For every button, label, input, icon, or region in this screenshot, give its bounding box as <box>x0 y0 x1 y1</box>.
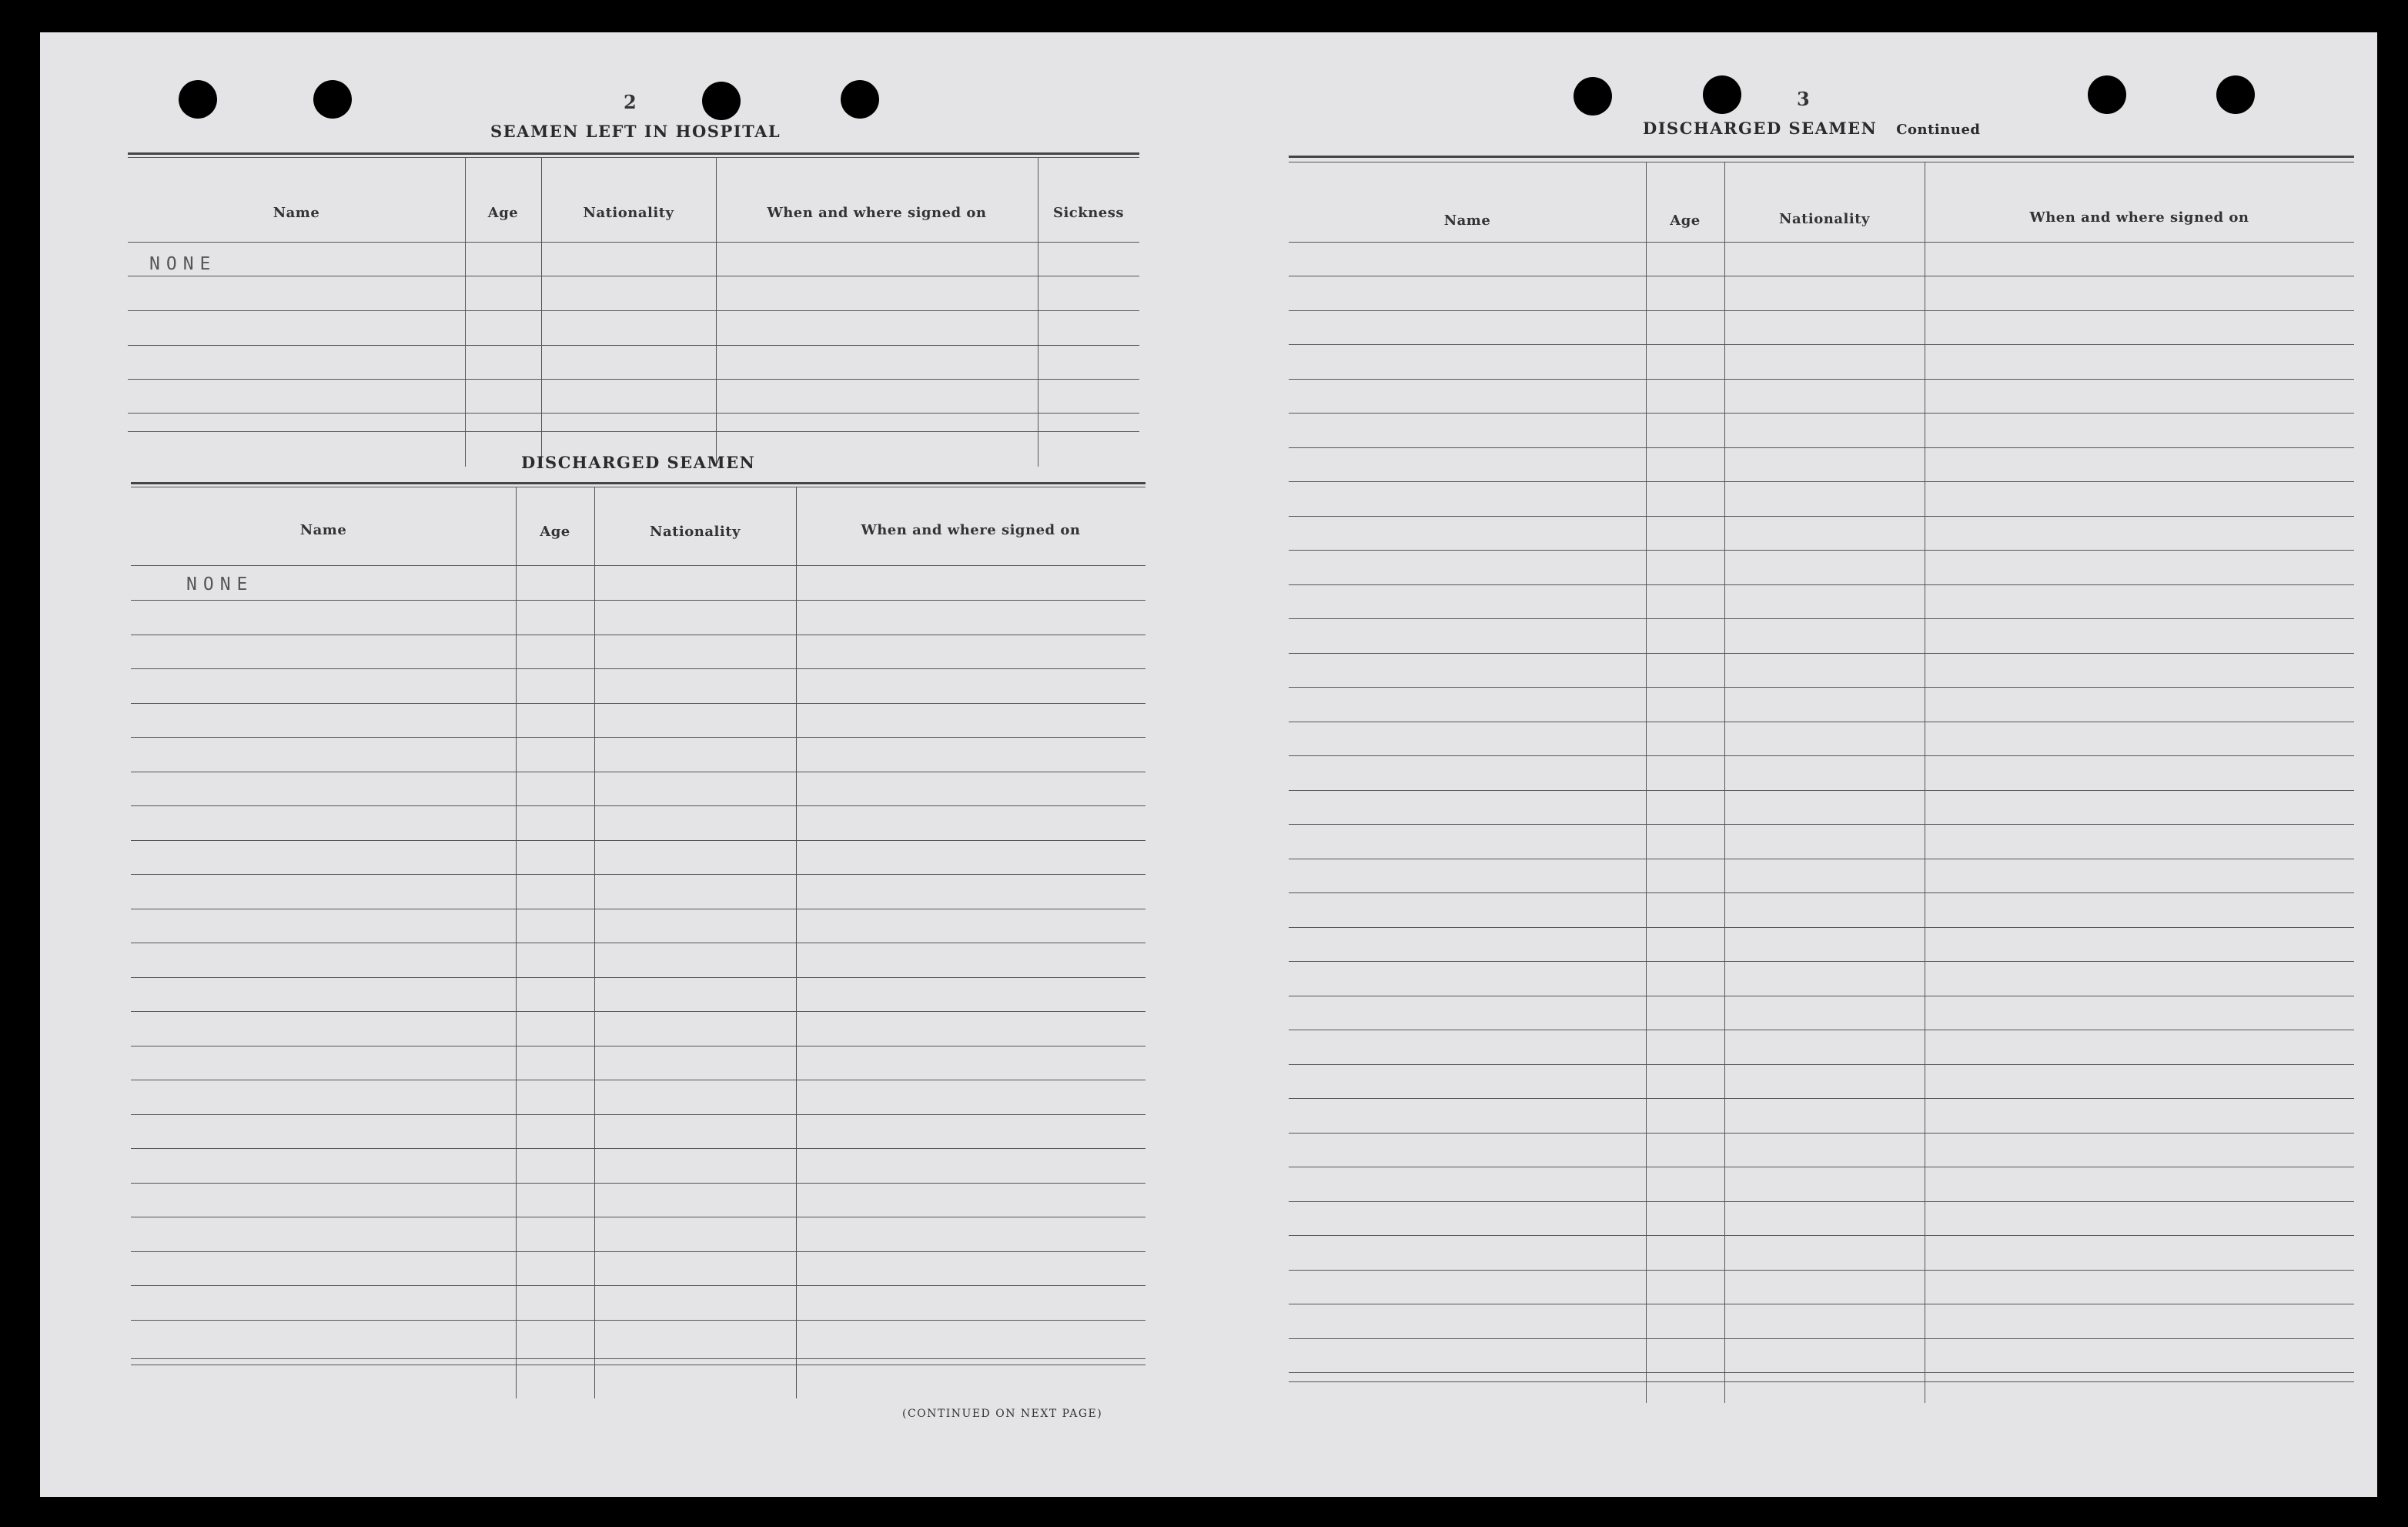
punch-hole-7 <box>2088 75 2126 114</box>
punch-hole-8 <box>2216 75 2255 114</box>
hospital-col-nationality: Nationality <box>583 205 674 221</box>
punch-hole-4 <box>841 80 879 119</box>
hospital-section-title: SEAMEN LEFT IN HOSPITAL <box>490 122 781 141</box>
hospital-table <box>128 152 1139 467</box>
discharged-table-right <box>1289 156 2354 1403</box>
page-number-left: 2 <box>624 91 637 113</box>
punch-hole-3 <box>702 82 741 120</box>
hospital-entry-none: NONE <box>149 254 217 274</box>
discharged-left-col-signed-on: When and where signed on <box>861 522 1081 538</box>
discharged-left-col-nationality: Nationality <box>650 524 741 540</box>
discharged-right-col-signed-on: When and where signed on <box>2029 209 2249 226</box>
punch-hole-6 <box>1703 75 1741 114</box>
hospital-col-age: Age <box>487 205 519 221</box>
discharged-left-col-age: Age <box>540 524 570 540</box>
document-sheet <box>40 32 2377 1497</box>
hospital-col-sickness: Sickness <box>1052 205 1125 221</box>
discharged-table-left <box>131 482 1145 1398</box>
discharged-entry-none: NONE <box>186 574 254 594</box>
discharged-left-col-name: Name <box>299 522 347 538</box>
discharged-right-col-age: Age <box>1670 213 1701 229</box>
hospital-col-name: Name <box>273 205 320 221</box>
discharged-section-title: DISCHARGED SEAMEN <box>521 453 756 472</box>
page-number-right: 3 <box>1797 88 1810 110</box>
discharged-right-col-name: Name <box>1443 213 1491 229</box>
punch-hole-1 <box>179 80 217 119</box>
continued-footer: (CONTINUED ON NEXT PAGE) <box>902 1408 1103 1420</box>
discharged-continued-title <box>1643 119 1981 138</box>
punch-hole-2 <box>313 80 352 119</box>
discharged-continued-title-text: DISCHARGED SEAMEN <box>1643 119 1878 138</box>
discharged-right-col-nationality: Nationality <box>1779 211 1870 227</box>
hospital-col-signed-on: When and where signed on <box>767 205 987 221</box>
punch-hole-5 <box>1574 77 1612 116</box>
continued-label: Continued <box>1896 122 1981 138</box>
